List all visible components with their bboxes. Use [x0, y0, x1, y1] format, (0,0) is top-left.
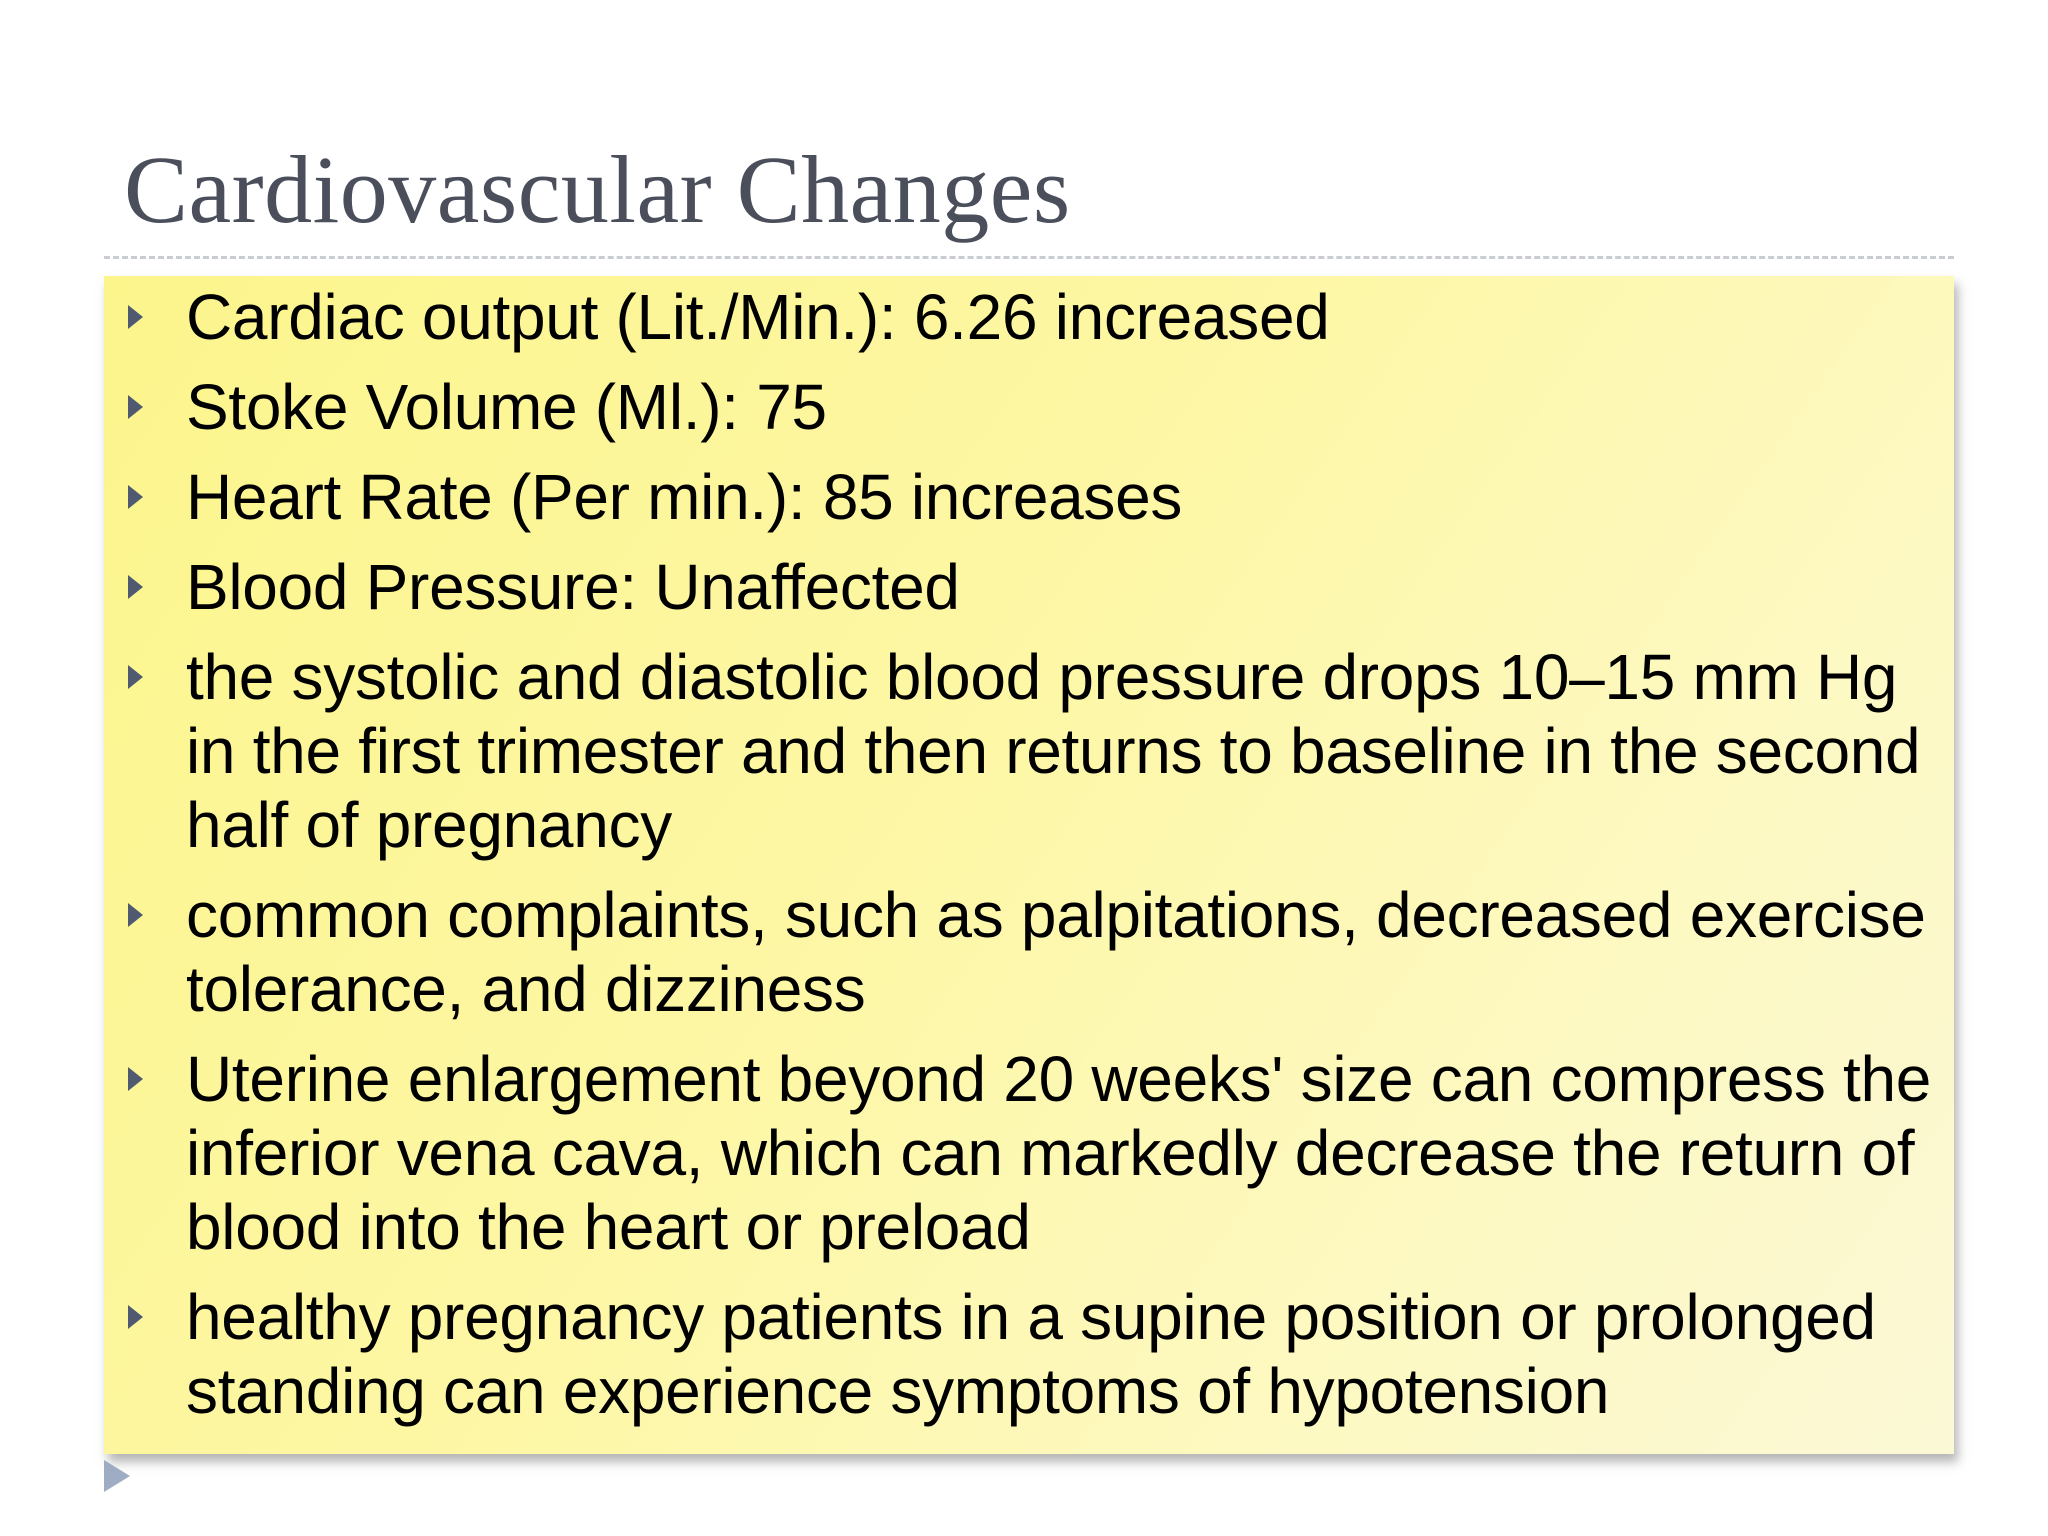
bullet-text: Cardiac output (Lit./Min.): 6.26 increased — [186, 281, 1330, 353]
triangle-bullet-icon — [128, 575, 143, 599]
triangle-bullet-icon — [128, 1305, 143, 1329]
list-item — [124, 1280, 1954, 1428]
bullet-list — [124, 280, 1954, 1444]
bullet-text: healthy pregnancy patients in a supine position or prolonged standing can experience symptoms of hypotension — [186, 1281, 1876, 1427]
triangle-bullet-icon — [128, 485, 143, 509]
list-item — [124, 280, 1954, 354]
triangle-bullet-icon — [128, 903, 143, 927]
title-divider — [104, 256, 1954, 259]
triangle-bullet-icon — [128, 305, 143, 329]
bullet-text: the systolic and diastolic blood pressure drops 10–15 mm Hg in the first trimester and then returns to baseline in the second half of pregnancy — [186, 641, 1921, 861]
triangle-bullet-icon — [128, 395, 143, 419]
overflow-bullet-icon — [104, 1460, 130, 1492]
triangle-bullet-icon — [128, 665, 143, 689]
bullet-text: Uterine enlargement beyond 20 weeks' size can compress the inferior vena cava, which can markedly decrease the return of blood into the heart or preload — [186, 1043, 1932, 1263]
list-item — [124, 460, 1954, 534]
bullet-text: Blood Pressure: Unaffected — [186, 551, 960, 623]
bullet-text: Stoke Volume (Ml.): 75 — [186, 371, 827, 443]
list-item — [124, 370, 1954, 444]
list-item — [124, 640, 1954, 862]
list-item — [124, 1042, 1954, 1264]
bullet-text: Heart Rate (Per min.): 85 increases — [186, 461, 1183, 533]
triangle-bullet-icon — [128, 1067, 143, 1091]
list-item — [124, 550, 1954, 624]
slide-title: Cardiovascular Changes — [124, 136, 1071, 243]
bullet-text: common complaints, such as palpitations, decreased exercise tolerance, and dizziness — [186, 879, 1926, 1025]
list-item — [124, 878, 1954, 1026]
